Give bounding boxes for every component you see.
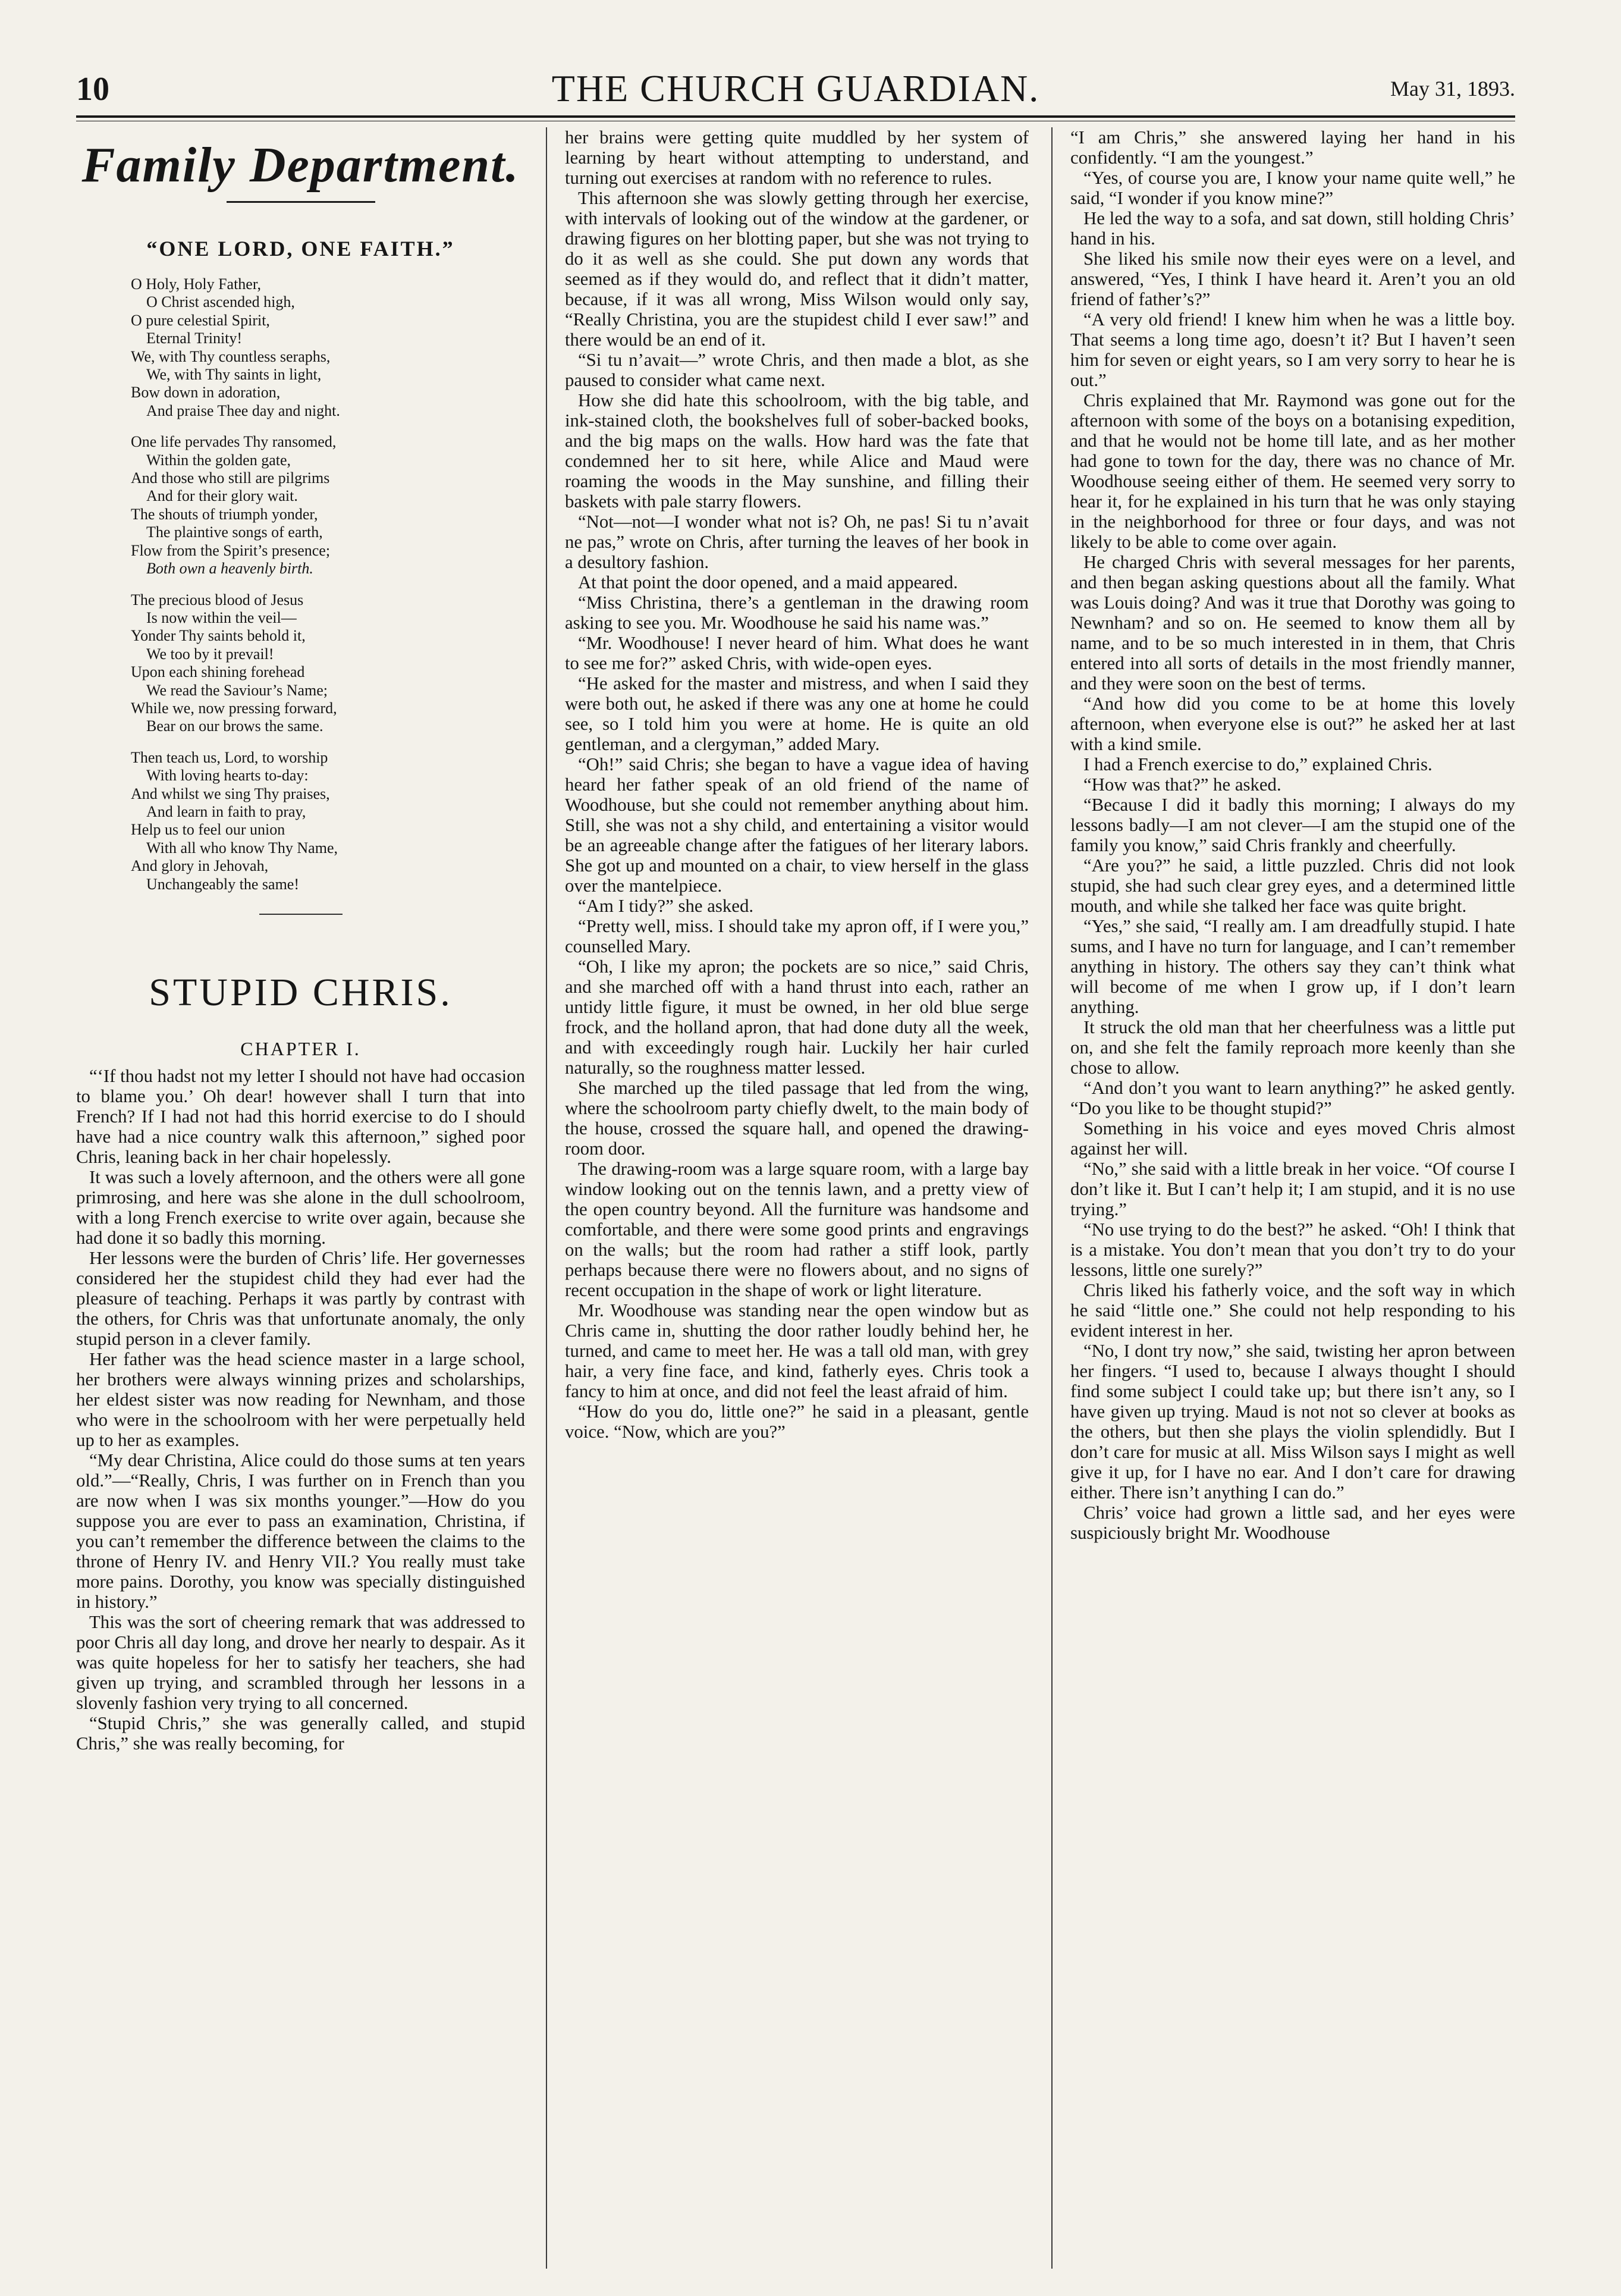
story-paragraph: “Stupid Chris,” she was generally called, and stupid Chris,” she was really becoming, for [76,1713,525,1754]
story-paragraph: He led the way to a sofa, and sat down, still holding Chris’ hand in his. [1070,208,1515,249]
story-paragraph: “Am I tidy?” she asked. [578,896,754,916]
story-paragraph: “How do you do, little one?” he said in a pleasant, gentle voice. “Now, which are you?” [565,1401,1029,1442]
story-paragraph: Mr. Woodhouse was standing near the open window but as Chris came in, shutting the door rather loudly behind her, he turned, and came to meet her. He was a tall old man, with grey hair, a very fine face, and kind, fatherly eyes. Chris took a fancy to him at once, and did not feel the least afraid of him. [565,1300,1029,1401]
poem-line: And glory in Jehovah, [131,857,269,875]
poem-line: Yonder Thy saints behold it, [131,627,306,645]
story-paragraph: The drawing-room was a large square room, with a large bay window looking out on the tennis lawn, and a pretty view of the open country beyond. All the furniture was handsome and comfortable, and there were some good prints and engravings on the walls; but the room had rather a stiff look, partly perhaps because there were no flowers about, and no signs of recent occupation in the shape of work or light literature. [565,1159,1029,1300]
story-paragraph: Her lessons were the burden of Chris’ life. Her governesses considered her the stupidest child they had ever had the pleasure of teaching. Perhaps it was partly by contrast with the others, for Chris was that unfortunate anomaly, the only stupid person in a clever family. [76,1248,525,1349]
poem-stanza [131,275,525,420]
story-paragraph: How she did hate this schoolroom, with the big table, and ink-stained cloth, the bookshelves full of sober-backed books, and the big maps on the walls. How hard was the fate that condemned her to sit here, while Alice and Maud were roaming the woods in the May sunshine, and filling their baskets with pale starry flowers. [565,390,1029,512]
story-paragraph: “No, I dont try now,” she said, twisting her apron between her fingers. “I used to, because I always thought I should find some subject I could take up; but there isn’t any, so I have given up trying. Maud is not not so clever at books as the others, but then she plays the violin splendidly. But I don’t care for music at all. Miss Wilson says I might as well give it up, for I have no ear. And I don’t care for drawing either. There isn’t anything I can do.” [1070,1341,1515,1503]
masthead-rule [76,115,1515,118]
story-paragraph: This afternoon she was slowly getting through her exercise, with intervals of looking out of the window at the gardener, or drawing figures on her blotting paper, but she was not trying to do it as well as she could. She put down any words that seemed as if they would do, and reflect that it didn’t matter, because, if it was all wrong, Miss Wilson would only say, “Really Christina, you are the stupidest child I ever saw!” and there would be an end of it. [565,188,1029,350]
story-title: STUPID CHRIS. [149,971,453,1014]
story-paragraph: Chris liked his fatherly voice, and the soft way in which he said “little one.” She could not help responding to his evident interest in her. [1070,1280,1515,1341]
story-paragraph: “He asked for the master and mistress, and when I said they were both out, he asked if there was any one at home he could see, so I told him you were at home. He is quite an old gentleman, and a clergyman,” added Mary. [565,673,1029,754]
poem-line: One life pervades Thy ransomed, [131,433,337,451]
poem-line: Bear on our brows the same. [146,717,323,735]
story-paragraph: “Are you?” he said, a little puzzled. Chris did not look stupid, she had such clear grey eyes, and a determined little mouth, and while she talked her face was quite bright. [1070,855,1515,916]
poem-line: Both own a heavenly birth. [146,560,313,578]
poem-line: While we, now pressing forward, [131,699,337,717]
poem-line: And praise Thee day and night. [146,402,340,419]
story-paragraph: Her father was the head science master in a large school, her brothers were always winning prizes and scholarships, her eldest sister was now reading for Newnham, and those who were in the schoolroom with her were perpetually held up to her as examples. [76,1349,525,1450]
poem-line: Then teach us, Lord, to worship [131,748,328,766]
poem-line: The plaintive songs of earth, [146,523,323,541]
story-paragraph: “Yes,” she said, “I really am. I am dreadfully stupid. I hate sums, and I have no turn for language, and I can’t remember anything in history. The others say they can’t think what will become of me when I grow up, if I don’t learn anything. [1070,916,1515,1017]
poem-line: With loving hearts to-day: [146,767,309,785]
poem-line: O Holy, Holy Father, [131,275,261,293]
poem-line: Eternal Trinity! [146,330,243,347]
story-paragraph: “Yes, of course you are, I know your name quite well,” he said, “I wonder if you know mine?” [1070,168,1515,208]
poem-stanza [131,749,525,893]
story-text-col1 [76,1066,525,1754]
story-paragraph: “How was that?” he asked. [1083,774,1281,795]
poem-line: And for their glory wait. [146,487,298,505]
story-paragraph: “Miss Christina, there’s a gentleman in the drawing room asking to see you. Mr. Woodhouse he said his name was.” [565,592,1029,633]
chapter-heading: CHAPTER I. [240,1038,361,1059]
story-paragraph: “Pretty well, miss. I should take my apron off, if I were you,” counselled Mary. [565,916,1029,956]
story-paragraph: “No use trying to do the best?” he asked. “Oh! I think that is a mistake. You don’t mean that you don’t try to do your lessons, little one surely?” [1070,1219,1515,1280]
poem-line: We read the Saviour’s Name; [146,681,328,699]
poem-line: And those who still are pilgrims [131,469,330,487]
story-paragraph: “My dear Christina, Alice could do those sums at ten years old.”—“Really, Chris, I was further on in French than you are now when I was six months younger.”—How do you suppose you are ever to pass an examination, Christina, if you can’t remember the difference between the claims to the throne of Henry IV. and Henry VII.? You really must take more pains. Dorothy, you know was specially distinguished in history.” [76,1450,525,1612]
story-paragraph: He charged Chris with several messages for her parents, and then began asking questions about all the family. What was Louis doing? And was it true that Dorothy was going to Newnham? and so on. He seemed to know them all by name, and to be so much interested in in them, that Chris entered into all sorts of details in the most friendly manner, and they were soon on the best of terms. [1070,552,1515,694]
poem-line: Flow from the Spirit’s presence; [131,541,331,559]
poem-line: We, with Thy saints in light, [146,366,322,384]
column-1 [76,127,525,2269]
poem-line: Is now within the veil— [146,608,297,626]
story-paragraph: “Oh, I like my apron; the pockets are so nice,” said Chris, and she marched off with a hand thrust into each, rather an untidy little figure, it must be owned, in her old blue serge frock, and the holland apron, that had done duty all the week, and with exceedingly rough hair. Luckily her hair curled naturally, so the roughness matter lessed. [565,956,1029,1078]
poem-line: We too by it prevail! [146,645,274,663]
newspaper-title: THE CHURCH GUARDIAN. [551,67,1040,109]
poem-line: The precious blood of Jesus [131,591,304,608]
poem-line: And learn in faith to pray, [146,802,306,820]
page-number: 10 [76,71,109,108]
section-divider [259,914,343,915]
story-paragraph: It struck the old man that her cheerfulness was a little put on, and she felt the family reproach more keenly than she chose to allow. [1070,1017,1515,1078]
poem-line: Bow down in adoration, [131,384,281,402]
story-paragraph: “A very old friend! I knew him when he was a little boy. That seems a long time ago, doesn’t it? But I haven’t seen him for seven or eight years, so I am very sorry to hear he is out.” [1070,309,1515,390]
masthead [76,67,1515,112]
story-paragraph: Chris explained that Mr. Raymond was gone out for the afternoon with some of the boys on a botanising expedition, and that he would not be home till late, and as her mother had gone to town for the day, there was no chance of Mr. Woodhouse seeing either of them. He seemed very sorry to hear it, for he explained in his turn that he was only staying in the neighborhood for three or four days, and was not likely to be able to come over again. [1070,390,1515,552]
poem-line: We, with Thy countless seraphs, [131,347,331,365]
story-paragraph: “Mr. Woodhouse! I never heard of him. What does he want to see me for?” asked Chris, with wide-open eyes. [565,633,1029,673]
poem-line: And whilst we sing Thy praises, [131,785,330,802]
story-paragraph: Something in his voice and eyes moved Chris almost against her will. [1070,1118,1515,1159]
column-2 [565,127,1029,2269]
story-paragraph: It was such a lovely afternoon, and the others were all gone primrosing, and here was she alone in the dull schoolroom, with a long French exercise to write over again, because she had done it so badly this morning. [76,1167,525,1248]
poem-stanza [131,433,525,578]
story-paragraph: She liked his smile now their eyes were on a level, and answered, “Yes, I think I have heard it. Aren’t you an old friend of father’s?” [1070,249,1515,309]
story-paragraph: “Oh!” said Chris; she began to have a vague idea of having heard her father speak of an old friend of the name of Woodhouse, but she could not remember anything about him. Still, she was not a shy child, and entertaining a visitor would be an agreeable change after the fatigues of her literary labors. She got up and mounted on a chair, to view herself in the glass over the mantelpiece. [565,754,1029,896]
heading-divider [227,201,375,203]
story-paragraph: She marched up the tiled passage that led from the wing, where the schoolroom party chiefly dwelt, to the main body of the house, crossed the square hall, and opened the drawing-room door. [565,1078,1029,1159]
story-paragraph: “I am Chris,” she answered laying her hand in his confidently. “I am the youngest.” [1070,127,1515,168]
poem-title: “ONE LORD, ONE FAITH.” [146,237,455,261]
poem-line: The shouts of triumph yonder, [131,505,318,523]
story-paragraph: “Not—not—I wonder what not is? Oh, ne pas! Si tu n’avait ne pas,” wrote on Chris, after turning the leaves of her book in a desultory fashion. [565,512,1029,572]
story-paragraph: “Because I did it badly this morning; I always do my lessons badly—I am not clever—I am the stupid one of the family you know,” said Chris frankly and cheerfully. [1070,795,1515,855]
story-paragraph: At that point the door opened, and a maid appeared. [578,572,958,592]
column-divider [546,127,547,2269]
issue-date: May 31, 1893. [1390,77,1515,101]
poem-line: Within the golden gate, [146,451,291,469]
poem-line: O Christ ascended high, [146,293,295,311]
department-heading: Family Department. [81,137,520,193]
column-3 [1070,127,1515,2269]
poem-line: O pure celestial Spirit, [131,311,270,329]
story-paragraph: “And how did you come to be at home this lovely afternoon, when everyone else is out?” he asked her at last with a kind smile. [1070,694,1515,754]
poem-body [76,275,525,893]
story-paragraph: “And don’t you want to learn anything?” he asked gently. “Do you like to be thought stupid?” [1070,1078,1515,1118]
poem-line: With all who know Thy Name, [146,839,338,857]
story-paragraph: “‘If thou hadst not my letter I should not have had occasion to blame you.’ Oh dear! however shall I turn that into French? If I had not had this horrid exercise to do I should have had a nice country walk this afternoon,” sighed poor Chris, leaning back in her chair hopelessly. [76,1066,525,1167]
poem-stanza [131,591,525,736]
story-paragraph: “Si tu n’avait—” wrote Chris, and then made a blot, as she paused to consider what came next. [565,350,1029,390]
story-paragraph: I had a French exercise to do,” explained Chris. [1083,754,1432,774]
story-paragraph: “No,” she said with a little break in her voice. “Of course I don’t like it. But I can’t help it; I am stupid, and it is no use trying.” [1070,1159,1515,1219]
story-paragraph: This was the sort of cheering remark that was addressed to poor Chris all day long, and drove her nearly to despair. As it was quite hopeless for her to satisfy her teachers, she had given up trying, and scrambled through her lessons in a slovenly fashion very trying to all concerned. [76,1612,525,1713]
story-paragraph: Chris’ voice had grown a little sad, and her eyes were suspiciously bright Mr. Woodhouse [1070,1503,1515,1543]
story-paragraph: her brains were getting quite muddled by her system of learning by heart without attempting to understand, and turning out exercises at random with no reference to rules. [565,127,1029,188]
poem-line: Unchangeably the same! [146,875,300,893]
column-divider [1051,127,1053,2269]
poem-line: Help us to feel our union [131,821,285,839]
poem-line: Upon each shining forehead [131,663,305,681]
